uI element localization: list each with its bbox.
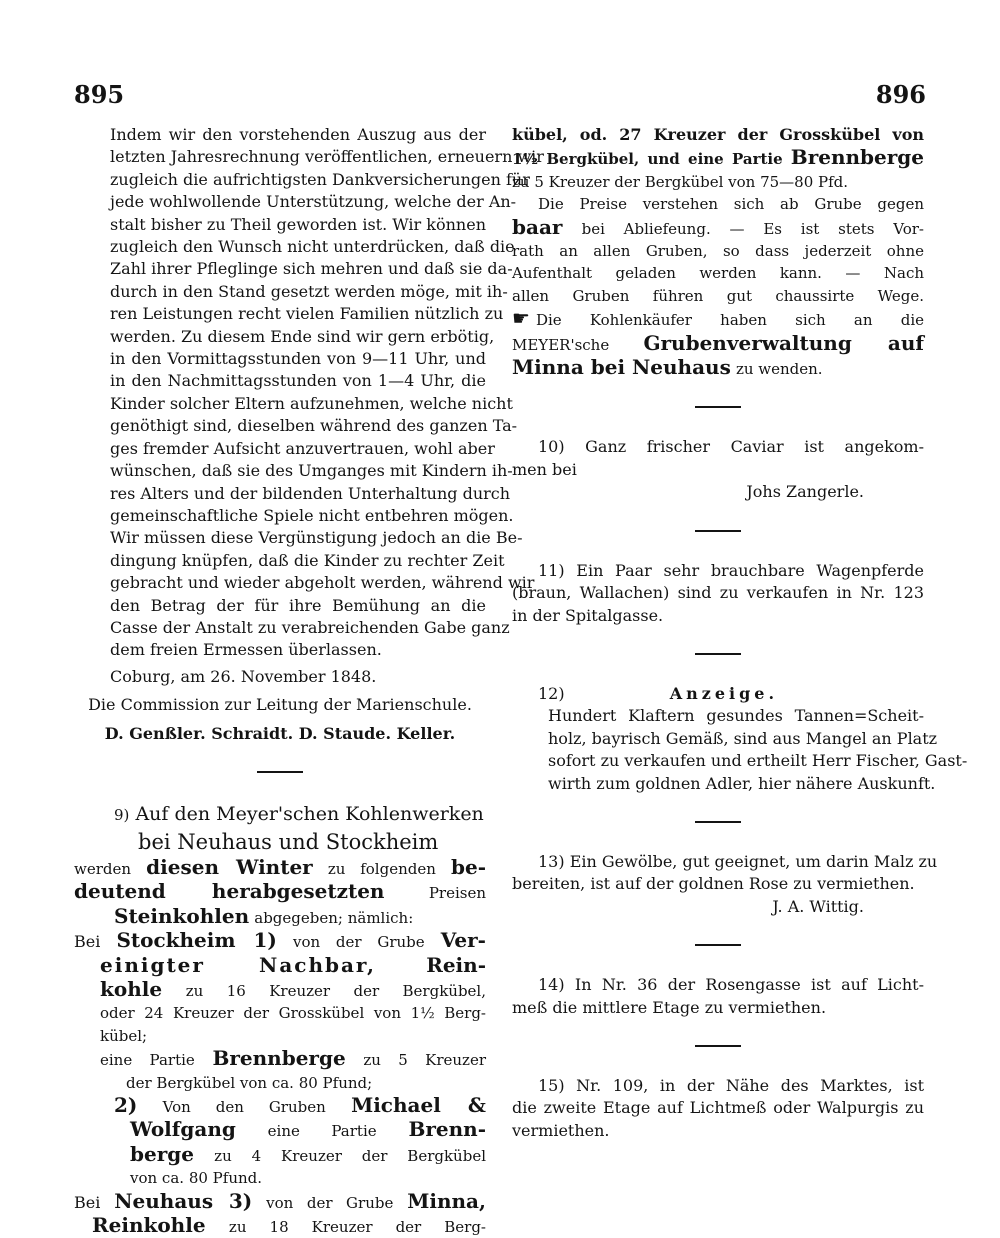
signature: J. A. Wittig.	[772, 896, 864, 916]
notice-9-heading-1: Auf den Meyer'schen Kohlenwerken	[135, 802, 484, 825]
t: zu 18 Kreuzer der Berg-	[228, 1218, 486, 1237]
text-line: wünschen, daß sie des Umganges mit Kindern ih-	[110, 461, 513, 481]
text-line: in den Nachmittagsstunden von 1—4 Uhr, die	[110, 371, 486, 391]
t: kübel, od. 27 Kreuzer der Grosskübel von	[512, 125, 924, 144]
t: rath an allen Gruben, so dass jederzeit ohne	[512, 242, 924, 261]
text-line: ren Leistungen recht vielen Familien nützlich zu	[110, 304, 504, 324]
t: 10) Ganz frischer Caviar ist angekom-	[538, 437, 924, 457]
text-line: 13) Ein Gewölbe, gut geeignet, um darin Malz zu	[538, 851, 938, 871]
t: eine Partie	[267, 1122, 377, 1141]
t: werden	[74, 859, 132, 878]
t: berge	[130, 1141, 194, 1166]
notice-9-continued	[512, 124, 924, 380]
text-line: res Alters und der bildenden Unterhaltung durch	[110, 483, 511, 503]
signatures: D. Genßler. Schraidt. D. Staude. Keller.	[104, 723, 456, 743]
notice-9-heading-2: bei Neuhaus und Stockheim	[138, 829, 439, 854]
t: zu 5 Kreuzer	[363, 1051, 487, 1070]
t: zu 4 Kreuzer der Bergkübel	[214, 1146, 486, 1165]
t: Bei	[74, 932, 101, 952]
divider	[695, 944, 741, 946]
divider	[695, 821, 741, 823]
text-line: Kinder solcher Eltern aufzunehmen, welche nicht	[110, 393, 513, 413]
text-line: letzten Jahresrechnung veröffentlichen, erneuern wir	[110, 147, 544, 167]
t: Rein-	[426, 952, 486, 977]
divider	[695, 653, 741, 655]
right-column	[512, 124, 968, 1142]
t: Minna,	[407, 1188, 486, 1213]
t: Bei	[74, 1192, 101, 1212]
t: Preisen	[428, 884, 486, 903]
page-number-right: 896	[875, 80, 926, 109]
t: Minna bei Neuhaus	[512, 355, 731, 380]
t: allen Gruben führen gut chaussirte Wege.	[512, 286, 924, 305]
text-line: dem freien Ermessen überlassen.	[110, 640, 382, 660]
text-line: Zahl ihrer Pfleglinge sich mehren und daß sie da-	[110, 259, 513, 279]
t: zu 5 Kreuzer der Bergkübel von 75—80 Pfd.	[512, 172, 849, 191]
t: von ca. 80 Pfund.	[130, 1169, 263, 1188]
divider	[257, 771, 303, 773]
t: Brenn-	[408, 1117, 487, 1142]
t: baar	[512, 214, 563, 239]
text-line: zugleich die aufrichtigsten Dankversicherungen für	[110, 169, 530, 189]
text-line: Hundert Klaftern gesundes Tannen=Scheit-	[548, 706, 924, 726]
notice-13	[512, 851, 938, 918]
text-line: werden. Zu diesem Ende sind wir gern erbötig,	[110, 326, 495, 346]
t: von der Grube	[266, 1193, 394, 1212]
t: Michael &	[351, 1093, 486, 1118]
t: zu 16 Kreuzer der Bergkübel,	[185, 982, 486, 1000]
notice-number: 12)	[538, 683, 565, 703]
t: Wolfgang	[130, 1117, 236, 1142]
t: abgegeben; nämlich:	[254, 908, 414, 927]
text-line: Casse der Anstalt zu verabreichenden Gabe ganz	[110, 617, 510, 637]
t: Steinkohlen	[114, 903, 250, 928]
t: zu folgenden	[327, 859, 436, 878]
text-line: zugleich den Wunsch nicht unterdrücken, daß die	[110, 237, 515, 257]
text-line: in der Spitalgasse.	[512, 605, 664, 625]
text-line: dingung knüpfen, daß die Kinder zu rechter Zeit	[110, 550, 505, 570]
t: Brennberge	[212, 1046, 346, 1071]
t: von der Grube	[292, 933, 425, 952]
t: eine Partie	[100, 1051, 195, 1070]
t: Neuhaus 3)	[114, 1188, 253, 1213]
t: diesen Winter	[146, 854, 313, 879]
notice-number: 9)	[114, 805, 130, 824]
t: 1½ Bergkübel, und eine Partie	[512, 150, 783, 169]
t: Ver-	[440, 928, 486, 953]
t: Von den Gruben	[162, 1098, 326, 1117]
t: zu wenden.	[735, 360, 823, 379]
pointing-hand-icon: ☛	[512, 306, 530, 331]
dateline: Coburg, am 26. November 1848.	[110, 666, 377, 686]
text-line: in den Vormittagsstunden von 9—11 Uhr, und	[110, 349, 486, 369]
t: be-	[451, 854, 487, 879]
notice-9	[74, 801, 486, 1238]
text-line: den Betrag der für ihre Bemühung an die	[110, 595, 486, 615]
text-line: holz, bayrisch Gemäß, sind aus Mangel an Platz	[548, 728, 938, 748]
t: Die Preise verstehen sich ab Grube gegen	[538, 195, 924, 214]
text-line: meß die mittlere Etage zu vermiethen.	[512, 997, 827, 1017]
text-line: bereiten, ist auf der goldnen Rose zu vermiethen.	[512, 874, 915, 894]
notice-12-body	[512, 705, 968, 795]
notice-title: Anzeige.	[669, 683, 779, 703]
t: 2)	[114, 1093, 138, 1118]
t: deutend herabgesetzten	[74, 879, 385, 904]
notice-10	[512, 436, 924, 503]
notice-13-body	[512, 851, 938, 896]
notice-15	[512, 1075, 924, 1142]
text-line: die zweite Etage auf Lichtmeß oder Walpurgis zu	[512, 1098, 924, 1118]
text-line: jede wohlwollende Unterstützung, welche der An-	[110, 192, 517, 212]
text-line: ges fremder Aufsicht anzuvertrauen, wohl aber	[110, 438, 495, 458]
page-number-left: 895	[74, 80, 125, 109]
t: Stockheim 1)	[116, 928, 277, 953]
notice-14	[512, 974, 924, 1019]
t: Reinkohle	[92, 1213, 206, 1238]
divider	[695, 1045, 741, 1047]
text-line: genöthigt sind, dieselben während des ganzen Ta-	[110, 416, 518, 436]
notice-12	[512, 683, 968, 795]
t: oder 24 Kreuzer der Grosskübel von 1½ Berg-	[100, 1004, 486, 1023]
t: Die Kohlenkäufer haben sich an die	[535, 311, 924, 330]
text-line: (braun, Wallachen) sind zu verkaufen in Nr. 123	[512, 583, 924, 603]
text-line: gebracht und wieder abgeholt werden, während wir	[110, 573, 535, 593]
signature: Johs Zangerle.	[746, 482, 864, 502]
t: Aufenthalt geladen werden kann. — Nach	[512, 264, 924, 283]
text-line: stalt bisher zu Theil geworden ist. Wir können	[110, 214, 486, 234]
t: bei Abliefeung. — Es ist stets Vor-	[581, 219, 924, 238]
commission-line: Die Commission zur Leitung der Marienschule.	[88, 695, 472, 715]
divider	[695, 530, 741, 532]
t: Brennberge	[790, 145, 924, 170]
text-line: 15) Nr. 109, in der Nähe des Marktes, ist	[538, 1075, 924, 1095]
notice-11	[512, 560, 924, 627]
text-line: durch in den Stand gesetzt werden möge, mit ih-	[110, 281, 508, 301]
text-line: Indem wir den vorstehenden Auszug aus der	[110, 125, 486, 144]
text-line: 11) Ein Paar sehr brauchbare Wagenpferde	[538, 560, 924, 580]
t: men bei	[512, 459, 577, 479]
text-line: vermiethen.	[512, 1120, 610, 1140]
t: Grubenverwaltung auf	[643, 330, 924, 355]
t: MEYER'sche	[512, 335, 610, 354]
text-line: 14) In Nr. 36 der Rosengasse ist auf Licht-	[538, 975, 924, 995]
t: der Bergkübel von ca. 80 Pfund;	[126, 1073, 373, 1092]
divider	[695, 406, 741, 408]
t: kohle	[100, 977, 163, 1001]
text-line: gemeinschaftliche Spiele nicht entbehren mögen.	[110, 505, 514, 525]
t: kübel;	[100, 1026, 148, 1045]
t: einigter Nachbar,	[100, 952, 376, 977]
text-line: Wir müssen diese Vergünstigung jedoch an die Be-	[110, 528, 523, 548]
text-line: wirth zum goldnen Adler, hier nähere Auskunft.	[548, 773, 936, 793]
text-line: sofort zu verkaufen und ertheilt Herr Fischer, Gast-	[548, 751, 968, 771]
